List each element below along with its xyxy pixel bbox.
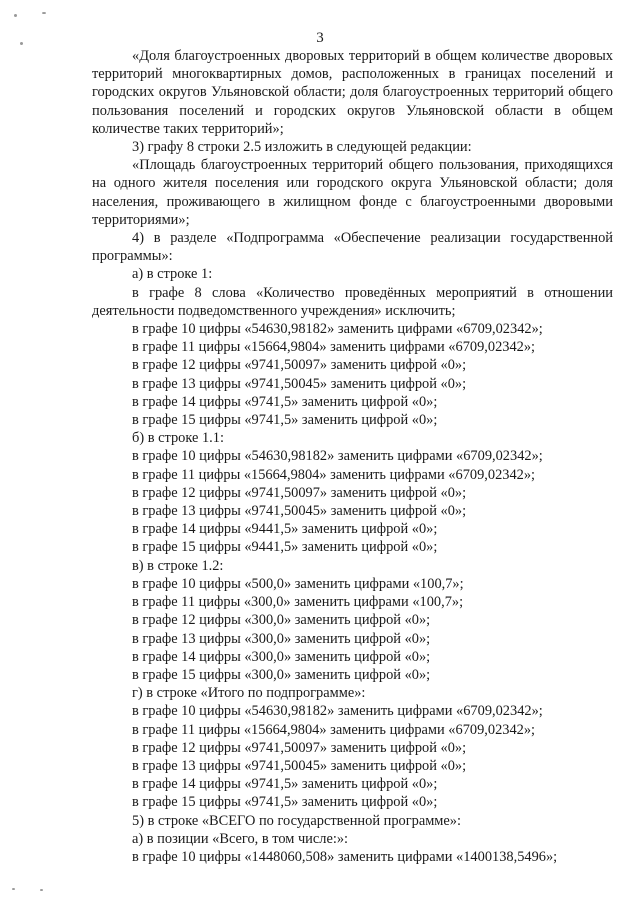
paragraph-column-8-exclusion: в графе 8 слова «Количество проведённых мероприятий в отношении деятельности подведомственного учреждения» исключить; bbox=[92, 284, 613, 319]
list-item: в графе 13 цифры «300,0» заменить цифрой «0»; bbox=[132, 630, 431, 647]
page-number: 3 bbox=[316, 30, 324, 46]
list-item: в графе 12 цифры «9741,50097» заменить цифрой «0»; bbox=[132, 484, 467, 501]
list-item: в графе 15 цифры «9741,5» заменить цифрой «0»; bbox=[132, 412, 438, 429]
list-item: в графе 10 цифры «54630,98182» заменить цифрами «6709,02342»; bbox=[132, 703, 543, 720]
scan-speck bbox=[12, 888, 15, 890]
paragraph-subitem-a: а) в строке 1: bbox=[132, 266, 213, 283]
subitem-heading: б) в строке 1.1: bbox=[132, 430, 224, 447]
list-item: в графе 10 цифры «54630,98182» заменить цифрами «6709,02342»; bbox=[132, 321, 543, 338]
item-heading: 5) в строке «ВСЕГО по государственной программе»: bbox=[132, 812, 461, 829]
list-item: в графе 13 цифры «9741,50045» заменить цифрой «0»; bbox=[132, 503, 467, 520]
list-item: в графе 14 цифры «300,0» заменить цифрой «0»; bbox=[132, 648, 431, 665]
list-item: в графе 10 цифры «500,0» заменить цифрами «100,7»; bbox=[132, 575, 464, 592]
list-item: в графе 10 цифры «54630,98182» заменить цифрами «6709,02342»; bbox=[132, 448, 543, 465]
list-item: в графе 15 цифры «9441,5» заменить цифрой «0»; bbox=[132, 539, 438, 556]
paragraph-item-4: 4) в разделе «Подпрограмма «Обеспечение реализации государственной программы»: bbox=[92, 230, 613, 265]
subitem-heading: г) в строке «Итого по подпрограмме»: bbox=[132, 685, 366, 702]
list-item: в графе 15 цифры «300,0» заменить цифрой «0»; bbox=[132, 666, 431, 683]
scan-speck bbox=[40, 889, 43, 891]
scan-speck bbox=[42, 12, 46, 14]
list-item: в графе 14 цифры «9441,5» заменить цифрой «0»; bbox=[132, 521, 438, 538]
document-body bbox=[92, 47, 613, 866]
list-item: в графе 11 цифры «15664,9804» заменить цифрами «6709,02342»; bbox=[132, 339, 536, 356]
list-item: в графе 14 цифры «9741,5» заменить цифрой «0»; bbox=[132, 776, 438, 793]
subitem-heading: а) в позиции «Всего, в том числе:»: bbox=[132, 830, 349, 847]
subitem-heading: в) в строке 1.2: bbox=[132, 557, 224, 574]
list-item: в графе 12 цифры «9741,50097» заменить цифрой «0»; bbox=[132, 357, 467, 374]
scan-speck bbox=[20, 42, 23, 45]
list-item: в графе 10 цифры «1448060,508» заменить цифрами «1400138,5496»; bbox=[132, 848, 558, 865]
list-item: в графе 11 цифры «15664,9804» заменить цифрами «6709,02342»; bbox=[132, 721, 536, 738]
list-item: в графе 13 цифры «9741,50045» заменить цифрой «0»; bbox=[132, 375, 467, 392]
paragraph-share-of-improved-territories: «Доля благоустроенных дворовых территорий в общем количестве дворовых территорий многоквартирных домов, расположенных в границах поселений и городских округов Ульяновской области; доля благоустроенных территорий общего пользования поселений и городских округов Ульяновской области в общем количестве таких территорий»; bbox=[92, 48, 613, 137]
scan-speck bbox=[14, 14, 17, 17]
list-item: в графе 15 цифры «9741,5» заменить цифрой «0»; bbox=[132, 794, 438, 811]
list-item: в графе 11 цифры «300,0» заменить цифрами «100,7»; bbox=[132, 594, 464, 611]
list-item: в графе 11 цифры «15664,9804» заменить цифрами «6709,02342»; bbox=[132, 466, 536, 483]
paragraph-area-per-resident: «Площадь благоустроенных территорий общего пользования, приходящихся на одного жителя поселения или городского округа Ульяновской области; доля населения, проживающего в жилищном фонде с благоустроенными дворовыми территориями»; bbox=[92, 157, 613, 228]
list-item: в графе 12 цифры «300,0» заменить цифрой «0»; bbox=[132, 612, 431, 629]
paragraph-item-3: 3) графу 8 строки 2.5 изложить в следующей редакции: bbox=[132, 139, 472, 156]
list-item: в графе 12 цифры «9741,50097» заменить цифрой «0»; bbox=[132, 739, 467, 756]
list-item: в графе 13 цифры «9741,50045» заменить цифрой «0»; bbox=[132, 757, 467, 774]
list-item: в графе 14 цифры «9741,5» заменить цифрой «0»; bbox=[132, 393, 438, 410]
